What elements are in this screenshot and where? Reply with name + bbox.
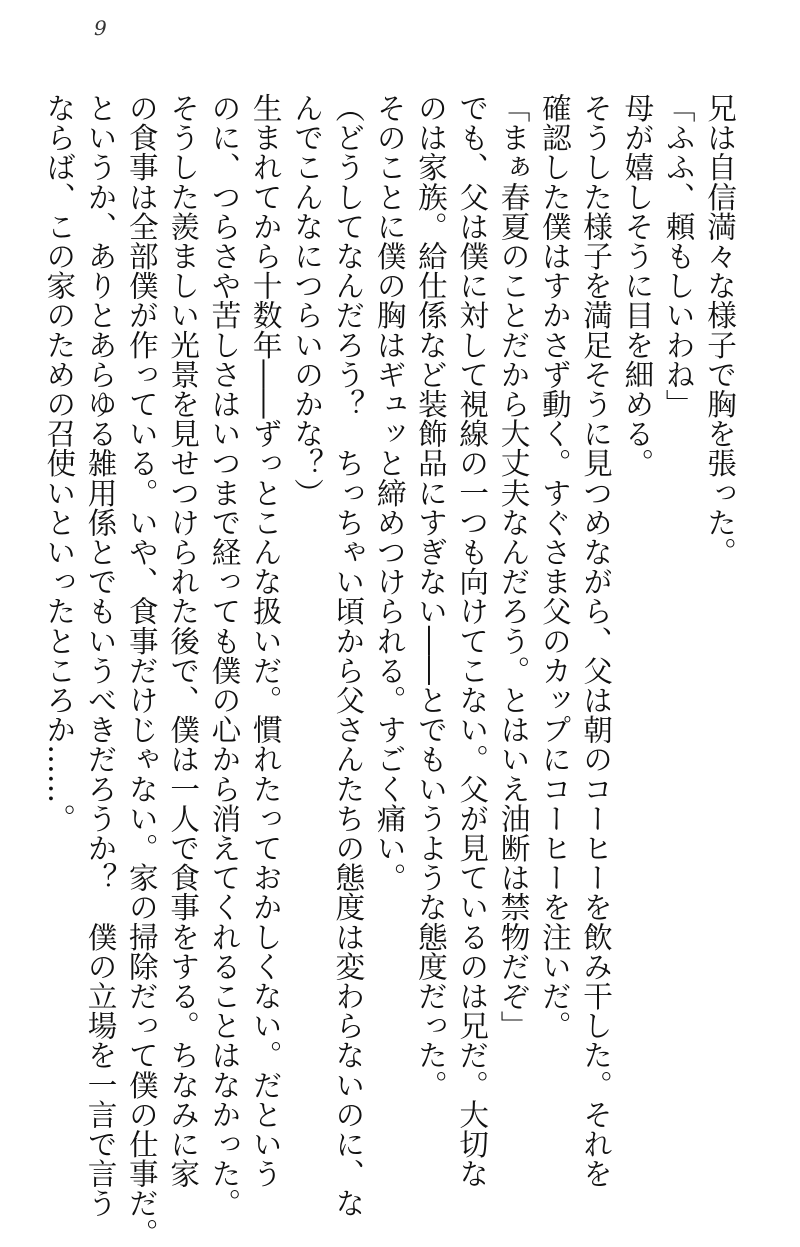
text-line: そうした様子を満足そうに見つめながら、父は朝のコーヒーを飲み干した。それを: [579, 93, 614, 1189]
page-number: 9: [94, 16, 107, 40]
text-line: 確認した僕はすかさず動く。すぐさま父のカップにコーヒーを注いだ。: [537, 93, 572, 1041]
text-line: 「まぁ春夏のことだから大丈夫なんだろう。とはいえ油断は禁物だぞ」: [496, 93, 531, 1041]
text-line: そうした羨ましい光景を見せつけられた後で、僕は一人で食事をする。ちなみに家: [166, 93, 201, 1189]
text-line: 生まれてから十数年――ずっとこんな扱いだ。慣れたっておかしくない。だという: [248, 93, 283, 1189]
text-line: そのことに僕の胸はギュッと締めつけられる。すごく痛い。: [372, 93, 407, 893]
text-line: のは家族。給仕係など装飾品にすぎない――とでもいうような態度だった。: [413, 93, 448, 1100]
text-line: の食事は全部僕が作っている。いや、食事だけじゃない。家の掃除だって僕の仕事だ。: [124, 93, 159, 1247]
text-line: んでこんなにつらいのかな？）: [290, 93, 325, 508]
text-line: ならば、この家のための召使いといったところか……。: [42, 93, 77, 833]
text-line: のに、つらさや苦しさはいつまで経っても僕の心から消えてくれることはなかった。: [207, 93, 242, 1218]
text-line: 母が嬉しそうに目を細める。: [620, 93, 655, 478]
text-line: というか、ありとあらゆる雑用係とでもいうべきだろうか？ 僕の立場を一言で言う: [83, 93, 118, 1218]
text-line: 「ふふ、頼もしいわね」: [661, 93, 696, 419]
text-line: （どうしてなんだろう？ ちっちゃい頃から父さんたちの態度は変わらないのに、な: [331, 93, 366, 1218]
text-line: 兄は自信満々な様子で胸を張った。: [703, 93, 737, 567]
text-line: でも、父は僕に対して視線の一つも向けてこない。父が見ているのは兄だ。大切な: [455, 93, 490, 1189]
body-text: [38, 93, 740, 1247]
